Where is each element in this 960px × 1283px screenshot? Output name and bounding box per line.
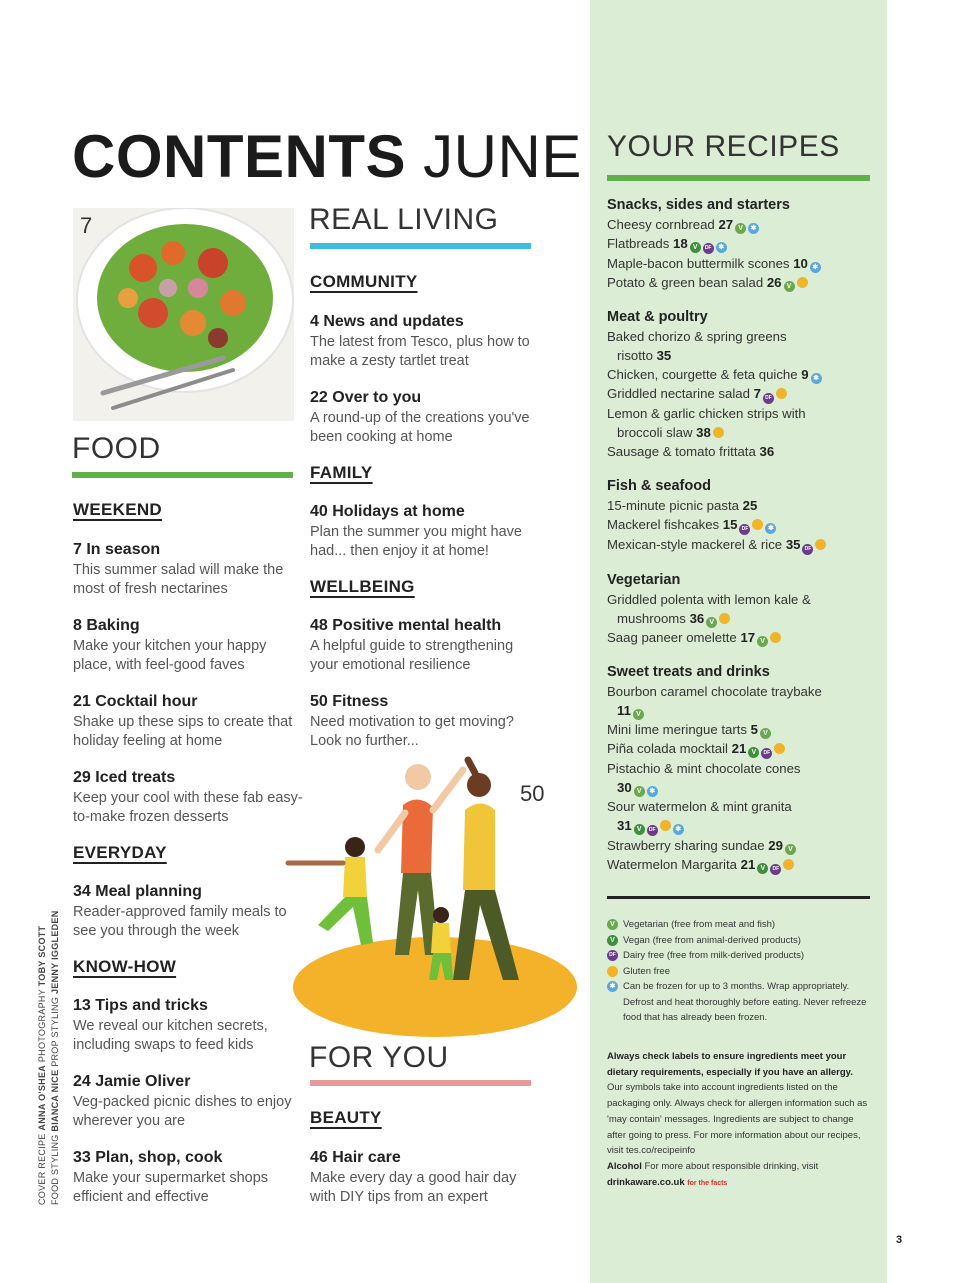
food-bar [72, 472, 293, 478]
page-number: 3 [896, 1234, 903, 1246]
recipe-item[interactable] [607, 535, 872, 555]
vegetarian-icon: V [785, 844, 796, 855]
recipe-item[interactable] [607, 590, 872, 609]
drinkaware-tag: for the facts [687, 1179, 728, 1187]
legend-text: Can be frozen for up to 3 months. Wrap appropriately. Defrost and heat thoroughly before eating. Never refreeze food that has already been frozen. [623, 981, 867, 1023]
recipe-name: Chicken, courgette & feta quiche [607, 367, 802, 382]
recipe-name: Potato & green bean salad [607, 275, 767, 290]
freezable-icon: ✱ [811, 373, 822, 384]
gluten-free-icon [660, 820, 671, 831]
gluten-free-icon [752, 519, 763, 530]
recipe-category: Vegetarian [607, 572, 681, 588]
toc-item[interactable]: 29 Iced treats Keep your cool with these fab easy-to-make frozen desserts [73, 769, 303, 825]
recipe-name: Mexican-style mackerel & rice [607, 537, 786, 552]
dairy-free-icon: DF [763, 393, 774, 404]
recipe-name: Flatbreads [607, 236, 673, 251]
recipe-name: Griddled nectarine salad [607, 386, 754, 401]
vegetarian-icon: V [784, 281, 795, 292]
dairy-free-icon: DF [770, 864, 781, 875]
toc-item[interactable]: 24 Jamie Oliver Veg-packed picnic dishes to enjoy wherever you are [73, 1073, 292, 1129]
food-heading: FOOD [72, 432, 161, 465]
dairy-free-icon: DF [647, 825, 658, 836]
recipe-item[interactable] [607, 496, 872, 515]
knowhow-label: KNOW-HOW [73, 957, 177, 976]
legend-item [607, 979, 869, 1026]
allergy-note: Always check labels to ensure ingredients meet your dietary requirements, especially if you have an allergy. Our symbols take into account ingredients listed on the packaging only. Always check for allergen information such as 'may contain' messages. Ingredients are subject to change after going to press. For more information about our recipes, visit tes.co/recipeinfo Alcohol For more about responsible drinking, visit drinkaware.co.uk for the facts [607, 1051, 868, 1188]
vegan-icon: V [748, 747, 759, 758]
legend-item [607, 948, 869, 964]
recipe-page: 31 [617, 818, 632, 833]
recipe-name: Bourbon caramel chocolate traybake [607, 684, 822, 699]
freezable-icon: ✱ [647, 786, 658, 797]
page-title: CONTENTS JUNE [72, 123, 582, 190]
freezable-icon: ✱ [607, 981, 618, 992]
freezable-icon: ✱ [765, 523, 776, 534]
recipe-item-continued [607, 816, 872, 836]
recipe-item[interactable] [607, 836, 872, 855]
freezable-icon: ✱ [748, 223, 759, 234]
recipe-page: 38 [696, 425, 711, 440]
recipe-name: Baked chorizo & spring greens [607, 329, 787, 344]
recipe-item[interactable] [607, 759, 872, 778]
dairy-free-icon: DF [761, 748, 772, 759]
for-you-bar [310, 1080, 531, 1086]
recipe-category: Sweet treats and drinks [607, 664, 770, 680]
recipe-page: 5 [750, 722, 758, 737]
everyday-label: EVERYDAY [73, 843, 167, 862]
legend-text: Dairy free (free from milk-derived products) [623, 950, 805, 961]
recipe-page: 10 [793, 256, 808, 271]
wellbeing-label: WELLBEING [310, 577, 415, 596]
recipes-divider [607, 896, 870, 899]
recipe-name: Strawberry sharing sundae [607, 838, 769, 853]
freezable-icon: ✱ [716, 242, 727, 253]
gluten-free-icon [783, 859, 794, 870]
freezable-icon: ✱ [673, 824, 684, 835]
gluten-free-icon [713, 427, 724, 438]
recipe-name-cont: risotto [617, 348, 657, 363]
dairy-free-icon: DF [739, 524, 750, 535]
gluten-free-icon [776, 388, 787, 399]
recipe-item[interactable] [607, 215, 872, 234]
vegan-icon: V [607, 935, 618, 946]
toc-item[interactable]: 50 Fitness Need motivation to get moving? Look no further... [310, 693, 514, 749]
recipe-page: 29 [768, 838, 783, 853]
recipe-name-cont: broccoli slaw [617, 425, 697, 440]
recipe-item[interactable] [607, 720, 872, 739]
weekend-label: WEEKEND [73, 500, 162, 519]
recipe-page: 35 [656, 348, 672, 363]
recipe-item-continued [607, 423, 872, 442]
recipe-page: 35 [785, 537, 801, 552]
recipe-category: Meat & poultry [607, 309, 708, 325]
for-you-heading: FOR YOU [309, 1041, 449, 1074]
recipe-page: 36 [759, 444, 775, 459]
recipes-heading: YOUR RECIPES [607, 130, 840, 163]
recipe-item[interactable] [607, 442, 872, 461]
recipes-bar [607, 175, 870, 181]
gluten-free-icon [607, 966, 618, 977]
recipe-page: 26 [766, 275, 782, 290]
recipe-item[interactable] [607, 855, 872, 875]
toc-item[interactable]: 4 News and updates The latest from Tesco, plus how to make a zesty tartlet treat [310, 313, 530, 369]
vegan-icon: V [634, 824, 645, 835]
dietary-legend [607, 917, 869, 1026]
recipe-page: 25 [742, 498, 758, 513]
recipe-item-continued [607, 609, 872, 628]
recipe-name-cont: mushrooms [617, 611, 690, 626]
gluten-free-icon [774, 743, 785, 754]
recipe-item[interactable] [607, 404, 872, 423]
real-living-heading: REAL LIVING [309, 203, 499, 236]
dairy-free-icon: DF [802, 544, 813, 555]
recipe-page: 30 [617, 780, 632, 795]
photo-credits: COVER RECIPE ANNA O'SHEA PHOTOGRAPHY TOBY SCOTT FOOD STYLING BIANCA NICE PROP STYLING JENNY IGGLEDEN [37, 910, 60, 1205]
illustration-page-number: 50 [520, 781, 545, 806]
recipe-name: Mackerel fishcakes [607, 517, 723, 532]
vegetarian-icon: V [607, 919, 618, 930]
recipe-name: Griddled polenta with lemon kale & [607, 592, 811, 607]
recipe-item[interactable] [607, 682, 872, 701]
legend-item [607, 964, 869, 980]
drinkaware-link[interactable]: drinkaware.co.uk [607, 1176, 685, 1188]
recipe-name: Piña colada mocktail [607, 741, 732, 756]
recipe-item[interactable] [607, 273, 872, 292]
recipe-item[interactable] [607, 515, 872, 535]
recipe-page: 9 [801, 367, 809, 382]
community-label: COMMUNITY [310, 272, 418, 291]
dairy-free-icon: DF [703, 243, 714, 254]
legend-text: Vegan (free from animal-derived products) [623, 934, 801, 946]
recipes-list [607, 196, 872, 875]
gluten-free-icon [719, 613, 730, 624]
toc-item[interactable]: 13 Tips and tricks We reveal our kitchen secrets, including swaps to feed kids [73, 997, 268, 1053]
recipe-item[interactable] [607, 384, 872, 404]
gluten-free-icon [770, 632, 781, 643]
photo-page-number: 7 [80, 213, 93, 238]
recipe-page: 27 [718, 217, 734, 232]
toc-item[interactable]: 21 Cocktail hour Shake up these sips to create that holiday feeling at home [73, 693, 293, 749]
dairy-free-icon: DF [607, 950, 618, 961]
family-label: FAMILY [310, 463, 373, 482]
vegetarian-icon: V [706, 617, 717, 628]
recipe-item[interactable] [607, 365, 872, 384]
recipe-name: 15-minute picnic pasta [607, 498, 743, 513]
gluten-free-icon [815, 539, 826, 550]
toc-item[interactable]: 33 Plan, shop, cook Make your supermarket shops efficient and effective [73, 1149, 269, 1205]
recipe-category: Snacks, sides and starters [607, 197, 790, 213]
recipe-page: 18 [672, 236, 688, 251]
vegan-icon: V [757, 863, 768, 874]
recipe-page: 11 [617, 703, 631, 718]
gluten-free-icon [797, 277, 808, 288]
recipe-page: 21 [731, 741, 747, 756]
vegetarian-icon: V [735, 223, 746, 234]
recipe-name: Pistachio & mint chocolate cones [607, 761, 801, 776]
legend-text: Gluten free [623, 965, 670, 977]
recipe-name: Watermelon Margarita [607, 857, 741, 872]
vegetarian-icon: V [634, 786, 645, 797]
toc-item[interactable]: 40 Holidays at home Plan the summer you might have had... then enjoy it at home! [310, 503, 522, 559]
recipe-name: Lemon & garlic chicken strips with [607, 406, 806, 421]
recipe-page: 36 [689, 611, 705, 626]
recipe-name: Sausage & tomato frittata [607, 444, 760, 459]
legend-item [607, 917, 869, 933]
legend-item [607, 933, 869, 949]
recipe-item[interactable] [607, 739, 872, 759]
beauty-label: BEAUTY [310, 1108, 382, 1127]
toc-item[interactable]: 22 Over to you A round-up of the creations you've been cooking at home [310, 389, 530, 445]
recipe-page: 15 [722, 517, 738, 532]
recipe-item-continued [607, 701, 872, 720]
toc-item[interactable]: 48 Positive mental health A helpful guide to strengthening your emotional resilience [310, 617, 514, 673]
recipe-name: Cheesy cornbread [607, 217, 719, 232]
real-living-bar [310, 243, 531, 249]
recipe-item[interactable] [607, 327, 872, 346]
recipe-name: Maple-bacon buttermilk scones [607, 256, 794, 271]
recipe-item[interactable] [607, 628, 872, 647]
recipe-name: Mini lime meringue tarts [607, 722, 751, 737]
vegetarian-icon: V [633, 709, 644, 720]
vegetarian-icon: V [757, 636, 768, 647]
recipe-name: Saag paneer omelette [607, 630, 741, 645]
legend-text: Vegetarian (free from meat and fish) [623, 919, 776, 930]
recipe-page: 17 [740, 630, 756, 645]
toc-item[interactable]: 46 Hair care Make every day a good hair day with DIY tips from an expert [310, 1149, 517, 1205]
recipe-item[interactable] [607, 254, 872, 273]
recipe-item[interactable] [607, 797, 872, 816]
toc-item[interactable]: 8 Baking Make your kitchen your happy place, with feel-good faves [73, 617, 267, 673]
recipe-item-continued [607, 778, 872, 797]
recipe-name: Sour watermelon & mint granita [607, 799, 792, 814]
freezable-icon: ✱ [810, 262, 821, 273]
toc-item[interactable]: 7 In season This summer salad will make the most of fresh nectarines [73, 541, 284, 597]
recipe-page: 7 [753, 386, 761, 401]
salad-photo [73, 208, 294, 421]
recipe-item[interactable] [607, 234, 872, 254]
vegan-icon: V [690, 242, 701, 253]
toc-item[interactable]: 34 Meal planning Reader-approved family meals to see you through the week [73, 883, 287, 939]
recipe-category: Fish & seafood [607, 478, 711, 494]
vegetarian-icon: V [760, 728, 771, 739]
recipe-page: 21 [740, 857, 756, 872]
recipe-item-continued [607, 346, 872, 365]
